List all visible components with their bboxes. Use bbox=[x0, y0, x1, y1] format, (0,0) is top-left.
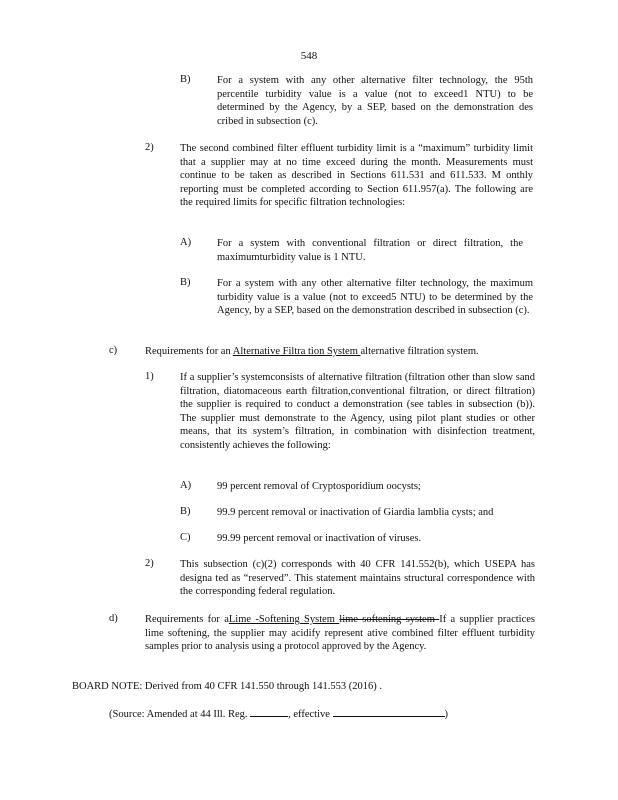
item-label: A) bbox=[180, 480, 192, 491]
section-text bbox=[145, 613, 535, 654]
deleted-text: lime softening system bbox=[339, 614, 440, 625]
item-label: A) bbox=[180, 237, 192, 248]
item-text: The second combined filter effluent turbidity limit is a “maximum” turbidity limit that a supplier may at no time exceed during the month. Measurements must continue to be taken as described in Sections 611.531 and 611.533. M onthly reporting must be completed according to Section 611.957(a). The following are the required limits for specific filtration technologies: bbox=[180, 143, 533, 208]
item-text: For a system with conventional filtration or direct filtration, the maximumturbidity value is 1 NTU. bbox=[217, 238, 523, 263]
item-text: 99 percent removal of Cryptosporidium oocysts; bbox=[217, 481, 421, 492]
heading-text: Requirements for a bbox=[145, 614, 229, 625]
source-line bbox=[109, 706, 549, 722]
board-note: BOARD NOTE: Derived from 40 CFR 141.550 through 141.553 (2016) . bbox=[72, 681, 383, 692]
blank-line bbox=[333, 706, 445, 717]
body-text: If a supplier practices lime softening, the supplier may acidify represent ative combined filter effluent turbidity samples prior to analysis using a protocol approved by the Agency. bbox=[145, 614, 535, 652]
item-label: 2) bbox=[145, 142, 154, 153]
inserted-text: Lime -Softening System bbox=[228, 614, 340, 625]
item-label: 2) bbox=[145, 558, 154, 569]
inserted-text: Alternative Filtra tion System bbox=[232, 346, 361, 357]
item-label: 1) bbox=[145, 371, 154, 382]
heading-text: Requirements for an bbox=[145, 346, 233, 357]
item-text: 99.9 percent removal or inactivation of Giardia lamblia cysts; and bbox=[217, 507, 494, 518]
source-label: ) bbox=[444, 709, 449, 720]
source-label: , effective bbox=[288, 709, 330, 720]
section-label: d) bbox=[109, 613, 118, 624]
item-label: B) bbox=[180, 506, 191, 517]
section-heading bbox=[145, 345, 545, 359]
item-text: For a system with any other alternative filter technology, the 95th percentile turbidity value is a value (not to exceed1 NTU) to be determined by the Agency, by a SEP, based on the demonstration des cribed in subsection (c). bbox=[217, 75, 533, 127]
item-label: C) bbox=[180, 532, 191, 543]
section-label: c) bbox=[109, 345, 118, 356]
item-text: For a system with any other alternative filter technology, the maximum turbidity value is a value (not to exceed5 NTU) to be determined by the Agency, by a SEP, based on the demonstration described in subsection (c). bbox=[217, 278, 533, 316]
blank-line bbox=[250, 706, 288, 717]
page-number: 548 bbox=[300, 50, 318, 62]
item-text: This subsection (c)(2) corresponds with 40 CFR 141.552(b), which USEPA has designa ted as “reserved”. This statement maintains structural correspondence with the corresponding federal regulation. bbox=[180, 559, 535, 597]
source-label: (Source: Amended at 44 Ill. Reg. bbox=[109, 709, 248, 720]
heading-text: alternative filtration system. bbox=[360, 346, 479, 357]
item-label: B) bbox=[180, 277, 191, 288]
item-label: B) bbox=[180, 74, 191, 85]
item-text: 99.99 percent removal or inactivation of viruses. bbox=[217, 533, 422, 544]
item-text: If a supplier’s systemconsists of alternative filtration (filtration other than slow sand filtration, diatomaceous earth filtration,conventional filtration, or direct filtration) the supplier is required to conduct a demonstration (see tables in subsection (b)). The supplier must demonstrate to the Agency, using pilot plant studies or other means, that its system’s filtration, in combination with disinfection treatment, consistently achieves the following: bbox=[180, 372, 535, 451]
